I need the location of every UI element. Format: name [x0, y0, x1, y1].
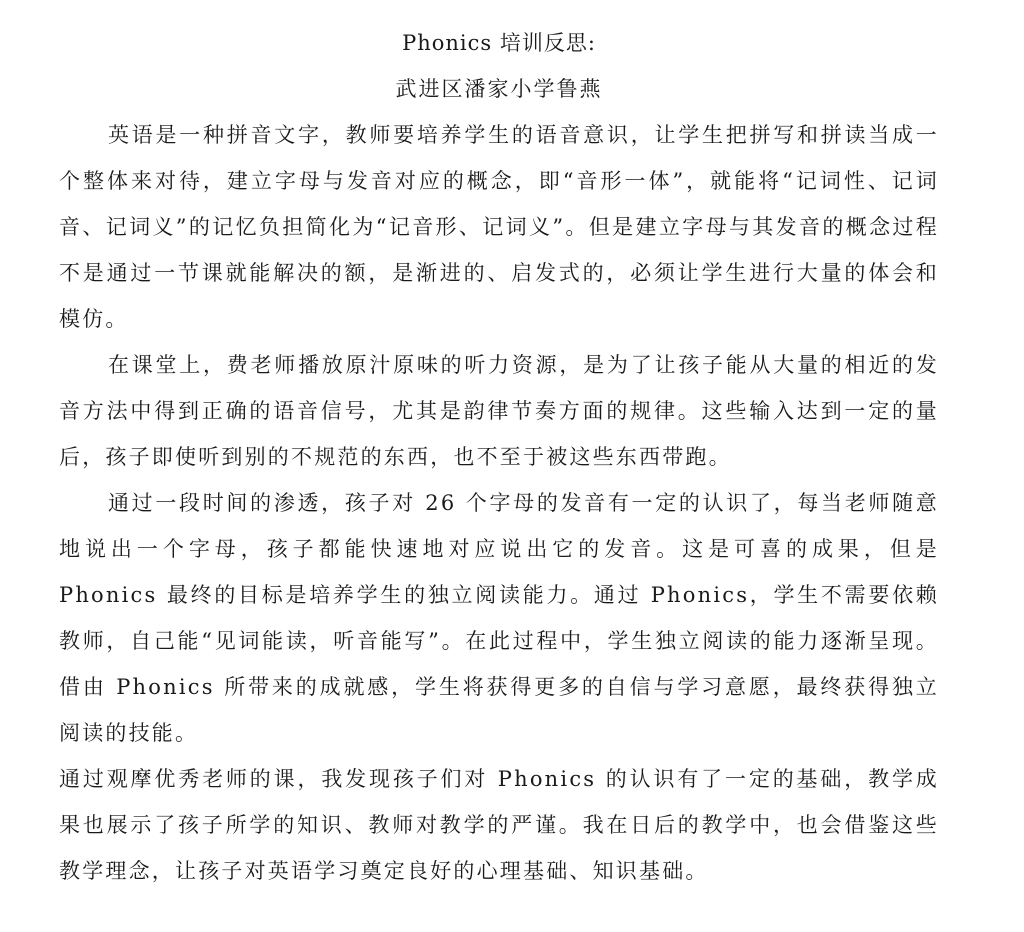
paragraph-3: 通过一段时间的渗透，孩子对 26 个字母的发音有一定的认识了，每当老师随意地说出一个字母，孩子都能快速地对应说出它的发音。这是可喜的成果，但是 Phonics 最终的目标是培养学生的独立阅读能力。通过 Phonics，学生不需要依赖教师，自己能“见词能读，听音能写”。在此过程中，学生独立阅读的能力逐渐呈现。借由 Phonics 所带来的成就感，学生将获得更多的自信与学习意愿，最终获得独立阅读的技能。: [59, 491, 939, 745]
paragraph-1: 英语是一种拼音文字，教师要培养学生的语音意识，让学生把拼写和拼读当成一个整体来对待，建立字母与发音对应的概念，即“音形一体”，就能将“记词性、记词音、记词义”的记忆负担简化为“记音形、记词义”。但是建立字母与其发音的概念过程不是通过一节课就能解决的额，是渐进的、启发式的，必须让学生进行大量的体会和模仿。: [59, 123, 939, 331]
paragraph-2: 在课堂上，费老师播放原汁原味的听力资源，是为了让孩子能从大量的相近的发音方法中得到正确的语音信号，尤其是韵律节奏方面的规律。这些输入达到一定的量后，孩子即使听到别的不规范的东西，也不至于被这些东西带跑。: [59, 353, 939, 469]
document-page: [59, 20, 939, 894]
paragraph-4: 通过观摩优秀老师的课，我发现孩子们对 Phonics 的认识有了一定的基础，教学成果也展示了孩子所学的知识、教师对教学的严谨。我在日后的教学中，也会借鉴这些教学理念，让孩子对英语学习奠定良好的心理基础、知识基础。: [59, 767, 939, 883]
document-author: 武进区潘家小学鲁燕: [395, 77, 603, 101]
document-title: Phonics 培训反思:: [402, 31, 596, 55]
